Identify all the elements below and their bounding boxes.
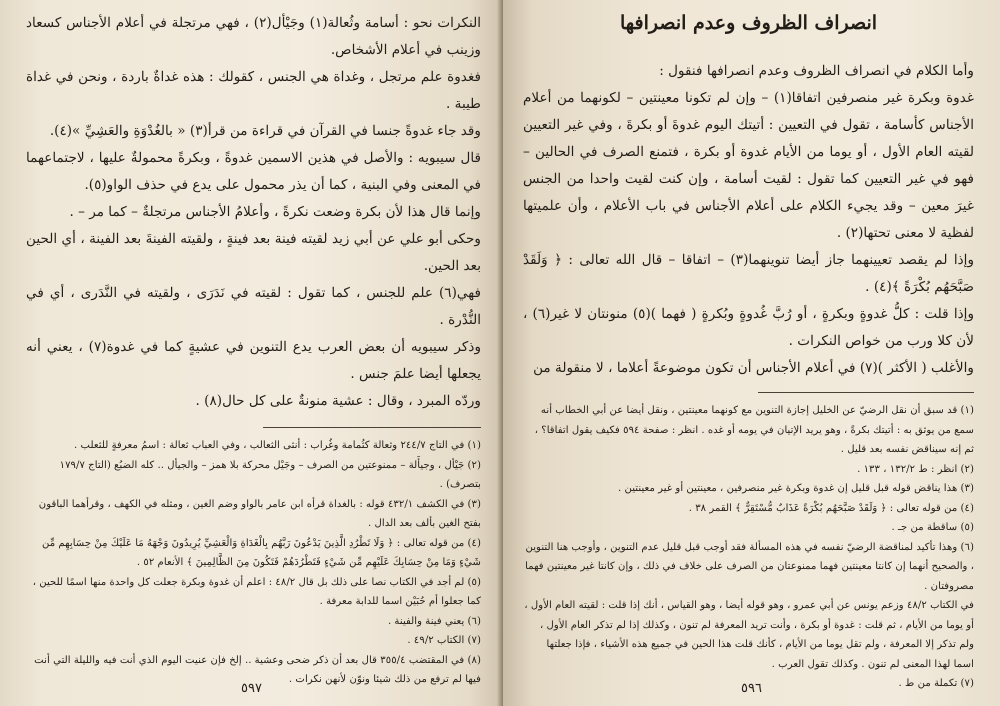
- footnote: (٦) يعني فينة والفينة .: [387, 615, 481, 627]
- footnote: (٨) في المقتضب ٣٥٥/٤ قال بعد أن ذكر ضحى وعشية .. إلخ فإن عنيت اليوم الذي أنت فيه والليلة التي أنت فيها لم ترفع من ذلك شيئا ونوّن لأنهن نكرات .: [34, 654, 481, 685]
- paragraph: فهي(٦) علم للجنس ، كما تقول : لقيته في نَدَرَى ، ولقيته في النَّدَرى ، أي في النُّدْرة .: [26, 285, 481, 328]
- footnote: (١) في التاج ٢٤٤/٧ وثعالة كثُمامة وغُراب : أنثى الثعالب ، وفي العباب ثعالة : اسمُ معرفةٍ للثعلب .: [74, 440, 481, 451]
- paragraph: النكرات نحو : أسامة وثُعالة(١) وجَيْأل(٢) ، فهي مرتجلة في أعلام الأجناس كسعاد وزينب في أعلام الأشخاص.: [26, 15, 481, 58]
- page-number: ٥٩٦: [741, 681, 762, 696]
- paragraph: وردّه المبرد ، وقال : عشية منونةٌ على كل حال(٨) .: [195, 393, 481, 409]
- footnote: (٢) جَيْأل ، وجيأَلة – ممنوعتين من الصرف – وجَيْل محركة بلا همز – والجيأل .. كله الضبُع (التاج ١٧٩/٧ بتصرف) .: [59, 459, 481, 490]
- paragraph: وحكى أبو علي عن أبي زيد لقيته فينة بعد فينةٍ ، ولقيته الفينةَ بعد الفينة ، أي الحين بعد الحين.: [26, 231, 481, 274]
- paragraph: غدوة وبكرة غير منصرفين اتفاقا(١) – وإن لم تكونا معينتين – لكونهما من أعلام الأجناس كأسامة ، تقول في التعيين : أتيتك اليوم غدوةَ أو بكرةَ ، وفي غير التعيين لقيته العام الأول ، أو يوما من الأيام غدوة أو بكرة ، فتمنع الصرف في الحالين – فهو في غير التعيين كما تقول : لقيت أسامة ، وإن كنت لقيت واحدا من الجنس غيرَ معين – وقد يجيء الكلام على أعلام الأجناس في باب الأعلام ، وأن علميتها لفظية لا معنى تحتها(٢) .: [523, 90, 974, 241]
- footnote: (٥) لم أجد في الكتاب نصا على ذلك بل قال ٤٨/٢ : اعلم أن غدوة وبكرة جعلت كل واحدة منها اسمًا للحين ، كما جعلوا أم حُبَيْن اسما للدابة معرفة .: [32, 576, 481, 607]
- paragraph: والأغلب ( الأكثر )(٧) في أعلام الأجناس أن تكون موضوعةً أعلاما ، لا منقولة من: [533, 360, 974, 376]
- footnote: (٧) تكملة من ط .: [898, 678, 974, 689]
- footnote-divider: [758, 392, 974, 393]
- paragraph: وذكر سيبويه أن بعض العرب يدع التنوين في عشيةٍ كما في غدوة(٧) ، يعني أنه يجعلها أيضا علمَ جنس .: [26, 339, 482, 382]
- right-page: [503, 0, 1000, 706]
- paragraph: وأما الكلام في انصراف الظروف وعدم انصرافها فنقول :: [659, 63, 974, 79]
- paragraph: قال سيبويه : والأصل في هذين الاسمين غدوةً ، وبكرةً محمولةٌ عليها ، لاجتماعهما في المعنى وفي البنية ، كما أن يذر محمول على يدع في حذف الواو(٥).: [26, 150, 481, 193]
- footnote: (١) قد سبق أن نقل الرضيّ عن الخليل إجازة التنوين مع كونهما معينتين ، ونقل أيضا عن أبي الخطاب أنه سمع من يوثق به : أتيتك بكرةً ، وهو يريد الإتيان في يومه أو غده . انظر : صفحة ٥٩٤ فكيف يقول اتفاقا؟ ، ثم إنه سيناقض نفسه بعد قليل .: [534, 405, 974, 455]
- right-footnotes: [523, 401, 974, 694]
- page-title: انصراف الظروف وعدم انصرافها: [619, 12, 878, 34]
- footnote: (٤) من قوله تعالى : ﴿ وَلَقَدْ صَبَّحَهُم بُكْرَةً عَذَابٌ مُّسْتَقِرٌّ ﴾ القمر ٣٨ .: [688, 502, 974, 514]
- paragraph: وإذا قلت : كلُّ غدوةٍ وبكرةٍ ، أو رُبَّ غُدوةٍ وبُكرةٍ ( فهما )(٥) منونتان لا غير(٦) ، لأن كلا ورب من خواص النكرات .: [523, 306, 975, 349]
- footnote: (٢) انظر : ط ١٣٢/٢ ، ١٣٣ .: [857, 463, 974, 475]
- footnote: (٦) وهذا تأكيد لمناقضة الرضيّ نفسه في هذه المسألة فقد أوجب قبل قليل عدم التنوين ، وأوجب هنا التنوين ، والصحيح أنهما إن كانتا معينتين فهما ممنوعتان من الصرف على خلاف في ذلك ، وإن كانتا غير معينتين فهما مصروفتان .: [525, 541, 974, 592]
- paragraph: وإنما قال هذا لأن بكرة وضعت نكرةً ، وأعلامُ الأجناس مرتجلةٌ – كما مر – .: [69, 204, 481, 220]
- paragraph: وقد جاء غدوةً جنسا في القرآن في قراءة من قرأ(٣) « بالغُدْوَةِ والعَشِيِّ »(٤).: [49, 123, 481, 139]
- paragraph: فغدوة علم مرتجل ، وغداة هي الجنس ، كقولك : هذه غداةٌ باردة ، ونحن في غداة طيبة .: [26, 69, 481, 112]
- footnote: في الكتاب ٤٨/٢ وزعم يونس عن أبي عمرو ، وهو قوله أيضا ، وهو القياس ، أنك إذا قلت : لقيته العام الأول ، أو يوما من الأيام ، ثم قلت : غدوة أو بكرة ، وأنت تريد المعرفة لم تنون ، وكذلك إذا لم تذكر العام الأول ، ولم تذكر إلا المعرفة ، ولم تقل يوما من الأيام ، كأنك قلت هذا الحين في جميع هذه الأشياء ، فإذا جعلتها اسما لهذا المعنى لم تنون . وكذلك تقول العرب .: [524, 600, 974, 670]
- left-footnotes: [26, 436, 481, 690]
- footnote: (٧) الكتاب ٤٩/٢ .: [407, 635, 481, 646]
- footnote: (٥) ساقطة من جـ .: [891, 522, 974, 533]
- right-body: [523, 58, 974, 382]
- footnote: (٣) في الكشف ٤٣٢/١ قوله : بالغداة قرأه ابن عامر بالواو وضم الغين ، ومثله في الكهف ، وقرأهما الباقون بفتح الغين بألف بعد الدال .: [38, 498, 481, 529]
- footnote: (٤) من قوله تعالى : ﴿ وَلَا تَطْرُدِ الَّذِينَ يَدْعُونَ رَبَّهُم بِالْغَدَاةِ وَالْعَشِيِّ يُرِيدُونَ وَجْهَهُ مَا عَلَيْكَ مِنْ حِسَابِهِم مِّن شَيْءٍ وَمَا مِنْ حِسَابِكَ عَلَيْهِم مِّن شَيْءٍ فَتَطْرُدَهُمْ فَتَكُونَ مِنَ الظَّالِمِينَ ﴾ الأنعام ٥٢ .: [41, 537, 481, 568]
- paragraph: وإذا لم يقصد تعيينهما جاز أيضا تنوينهما(٣) – اتفاقا – قال الله تعالى : ﴿ وَلَقَدْ صَبَّحَهُم بُكْرَةً ﴾(٤) .: [523, 252, 975, 295]
- left-body: [26, 10, 481, 415]
- footnote-divider: [263, 427, 481, 428]
- page-number: ٥٩٧: [241, 681, 262, 696]
- footnote: (٣) هذا يناقض قوله قبل قليل إن غدوة وبكرة غير منصرفين ، معينتين أو غير معينتين .: [618, 483, 974, 494]
